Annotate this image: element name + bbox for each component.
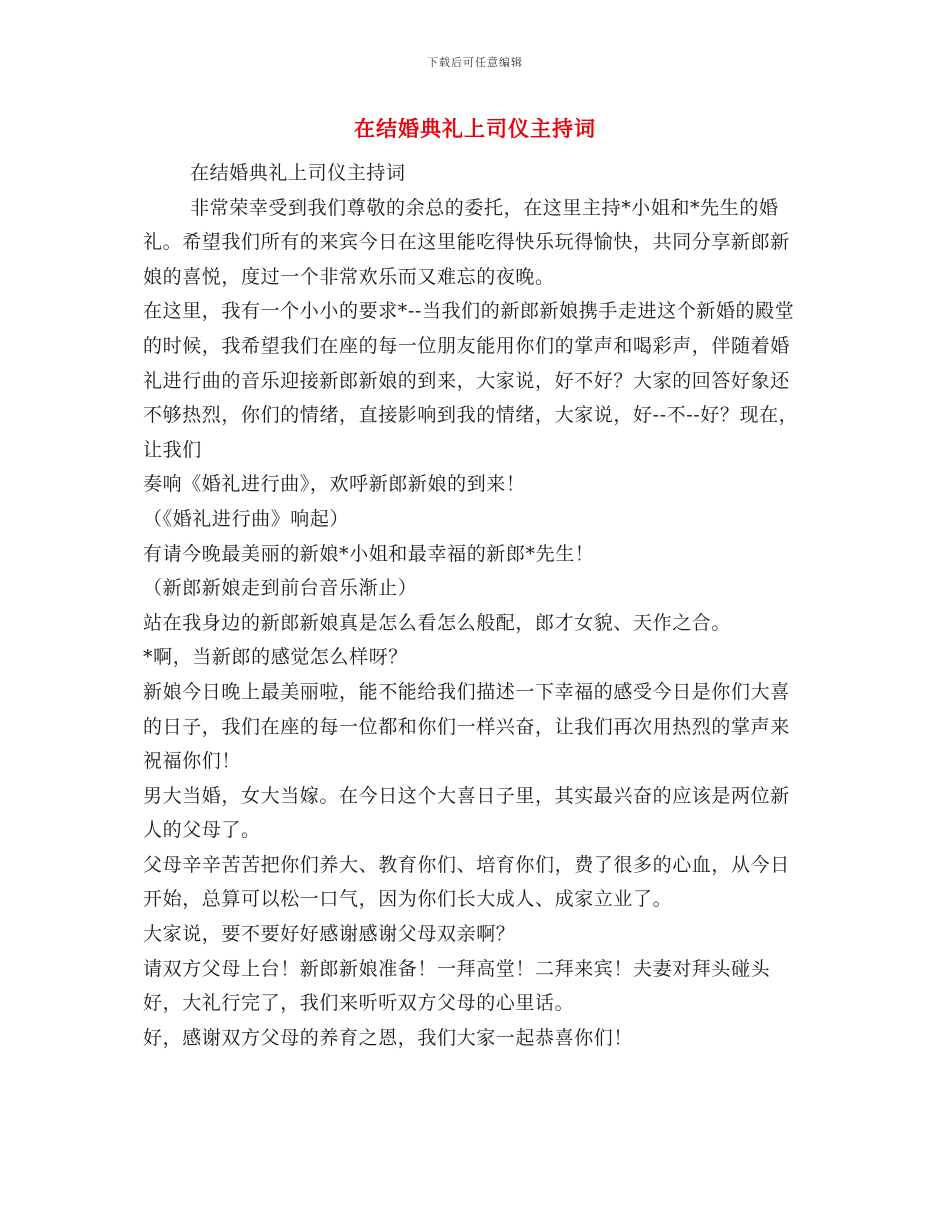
body-paragraph: 有请今晚最美丽的新娘*小姐和最幸福的新郎*先生！ — [143, 542, 595, 565]
page-header-note: 下载后可任意编辑 — [427, 56, 523, 69]
body-paragraph: 请双方父母上台！新郎新娘准备！一拜高堂！二拜来宾！夫妻对拜头碰头好，大礼行完了，我们来听听双方父母的心里话。 — [143, 957, 771, 1015]
body-paragraph: 站在我身边的新郎新娘真是怎么看怎么般配，郎才女貌、天作之合。 — [143, 611, 732, 634]
document-title: 在结婚典礼上司仪主持词 — [354, 116, 596, 141]
stage-direction: （《婚礼进行曲》响起） — [143, 507, 350, 530]
body-paragraph: 父母辛辛苦苦把你们养大、教育你们、培育你们，费了很多的心血，从今日开始，总算可以松一口气，因为你们长大成人、成家立业了。 — [143, 853, 790, 911]
body-paragraph: 好，感谢双方父母的养育之恩，我们大家一起恭喜你们！ — [143, 1026, 634, 1049]
document-body — [143, 156, 803, 1055]
body-paragraph: 大家说，要不要好好感谢感谢父母双亲啊？ — [143, 923, 516, 946]
body-paragraph: 奏响《婚礼进行曲》，欢呼新郎新娘的到来！ — [143, 473, 526, 496]
subtitle-paragraph: 在结婚典礼上司仪主持词 — [190, 162, 406, 184]
body-paragraph: 新娘今日晚上最美丽啦，能不能给我们描述一下幸福的感受今日是你们大喜的日子，我们在座的每一位都和你们一样兴奋，让我们再次用热烈的掌声来祝福你们！ — [143, 680, 790, 773]
body-paragraph: *啊，当新郎的感觉怎么样呀？ — [143, 646, 408, 669]
body-paragraph: 男大当婚，女大当嫁。在今日这个大喜日子里，其实最兴奋的应该是两位新人的父母了。 — [143, 784, 790, 842]
body-paragraph: 非常荣幸受到我们尊敬的余总的委托，在这里主持*小姐和*先生的婚礼。希望我们所有的来宾今日在这里能吃得快乐玩得愉快，共同分享新郎新娘的喜悦，度过一个非常欢乐而又难忘的夜晚。 — [143, 196, 790, 288]
stage-direction: （新郎新娘走到前台音乐渐止） — [143, 577, 418, 600]
body-paragraph: 在这里，我有一个小小的要求*--当我们的新郎新娘携手走进这个新婚的殿堂的时候，我希望我们在座的每一位朋友能用你们的掌声和喝彩声，伴随着婚礼进行曲的音乐迎接新郎新娘的到来，大家说，好不好？大家的回答好象还不够热烈，你们的情绪，直接影响到我的情绪，大家说，好--不--好？现在，让我们 — [143, 300, 799, 461]
